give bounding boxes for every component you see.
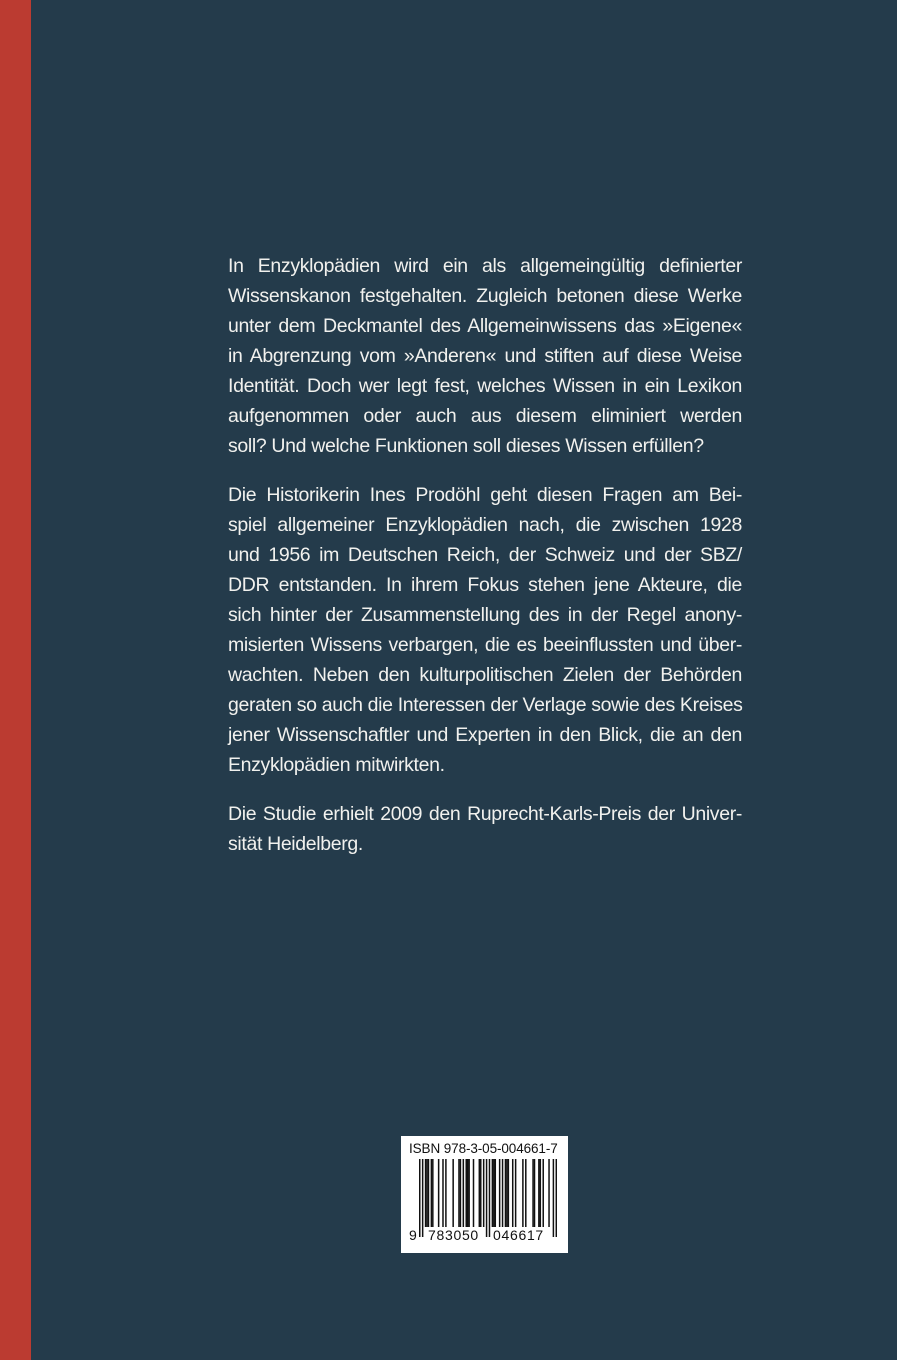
barcode-bar (542, 1159, 544, 1227)
barcode-bar (465, 1159, 467, 1227)
barcode-bar (512, 1159, 514, 1227)
text-line: Die Studie erhielt 2009 den Ruprecht-Karls-Preis der Univer- (228, 803, 742, 825)
spine-stripe (0, 0, 31, 1360)
text-line: und 1956 im Deutschen Reich, der Schweiz und der SBZ/ (228, 544, 742, 566)
barcode-bar (538, 1159, 540, 1227)
blurb-paragraph-1 (228, 251, 742, 461)
barcode-bar (431, 1159, 433, 1227)
barcode-bar (422, 1159, 424, 1237)
text-line: soll? Und welche Funktionen soll dieses Wissen erfüllen? (228, 435, 704, 457)
barcode-bar (419, 1159, 421, 1237)
barcode-bar (534, 1159, 536, 1227)
barcode-bar (425, 1159, 427, 1227)
barcode-lead-digit: 9 (409, 1227, 418, 1243)
barcode-bar (495, 1159, 497, 1227)
text-line: DDR entstanden. In ihrem Fokus stehen jene Akteure, die (228, 574, 742, 596)
text-line: misierten Wissens verbargen, die es beeinflussten und über- (228, 634, 742, 656)
text-line: sich hinter der Zusammenstellung des in der Regel anony- (228, 604, 742, 626)
barcode-bar (499, 1159, 501, 1227)
barcode-bar (426, 1159, 428, 1227)
barcode-bar (480, 1159, 482, 1227)
barcode-bar (468, 1159, 470, 1227)
barcode-bar (460, 1159, 462, 1227)
text-line: in Abgrenzung vom »Anderen« und stiften auf diese Weise (228, 345, 742, 367)
isbn-label: ISBN 978-3-05-004661-7 (409, 1141, 558, 1156)
text-line: sität Heidelberg. (228, 833, 363, 855)
text-line: wachten. Neben den kulturpolitischen Zielen der Behörden (228, 664, 742, 686)
text-line: geraten so auch die Interessen der Verlage sowie des Kreises (228, 694, 743, 716)
text-line: Die Historikerin Ines Prodöhl geht diesen Fragen am Bei- (228, 484, 742, 506)
barcode-bar (525, 1159, 527, 1227)
blurb-paragraph-2 (228, 480, 742, 780)
text-line: unter dem Deckmantel des Allgemeinwissens das »Eigene« (228, 315, 742, 337)
barcode-left-digits: 783050 (428, 1227, 479, 1243)
barcode-bar (506, 1159, 508, 1227)
text-line: Identität. Doch wer legt fest, welches Wissen in ein Lexikon (228, 375, 742, 397)
barcode-bar (463, 1159, 465, 1227)
barcode-bar (502, 1159, 504, 1227)
isbn-barcode (401, 1136, 568, 1253)
barcode-bar (483, 1159, 485, 1227)
barcode-bar (467, 1159, 469, 1227)
barcode-bar (493, 1159, 495, 1227)
text-line: In Enzyklopädien wird ein als allgemeingültig definierter (228, 255, 742, 277)
barcode-bar (548, 1159, 550, 1227)
back-cover-blurb (228, 251, 742, 878)
barcode-bar (553, 1159, 555, 1237)
text-line: spiel allgemeiner Enzyklopädien nach, die zwischen 1928 (228, 514, 742, 536)
barcode-bar (556, 1159, 557, 1237)
text-line: Enzyklopädien mitwirkten. (228, 754, 445, 776)
barcode-bar (445, 1159, 447, 1227)
text-line: aufgenommen oder auch aus diesem eliminiert werden (228, 405, 742, 427)
barcode-bar (432, 1159, 434, 1227)
barcode-bar (492, 1159, 494, 1227)
barcode-bar (532, 1159, 534, 1227)
barcode-bar (479, 1159, 481, 1227)
barcode-bar (442, 1159, 444, 1227)
barcode-bar (515, 1159, 517, 1227)
barcode-bar (522, 1159, 524, 1227)
text-line: jener Wissenschaftler und Experten in den Blick, die an den (228, 724, 742, 746)
barcode-bar (438, 1159, 440, 1227)
barcode-bar (508, 1159, 510, 1227)
barcode-bar (489, 1159, 491, 1237)
barcode-bar (452, 1159, 454, 1227)
barcode-bar (505, 1159, 507, 1227)
text-line: Wissenskanon festgehalten. Zugleich betonen diese Werke (228, 285, 742, 307)
barcode-bar (486, 1159, 488, 1237)
barcode-bar (473, 1159, 475, 1227)
barcode-bar (458, 1159, 460, 1227)
blurb-paragraph-3 (228, 799, 742, 859)
barcode-right-digits: 046617 (493, 1227, 544, 1243)
barcode-bar (540, 1159, 542, 1227)
barcode-bar (428, 1159, 430, 1227)
